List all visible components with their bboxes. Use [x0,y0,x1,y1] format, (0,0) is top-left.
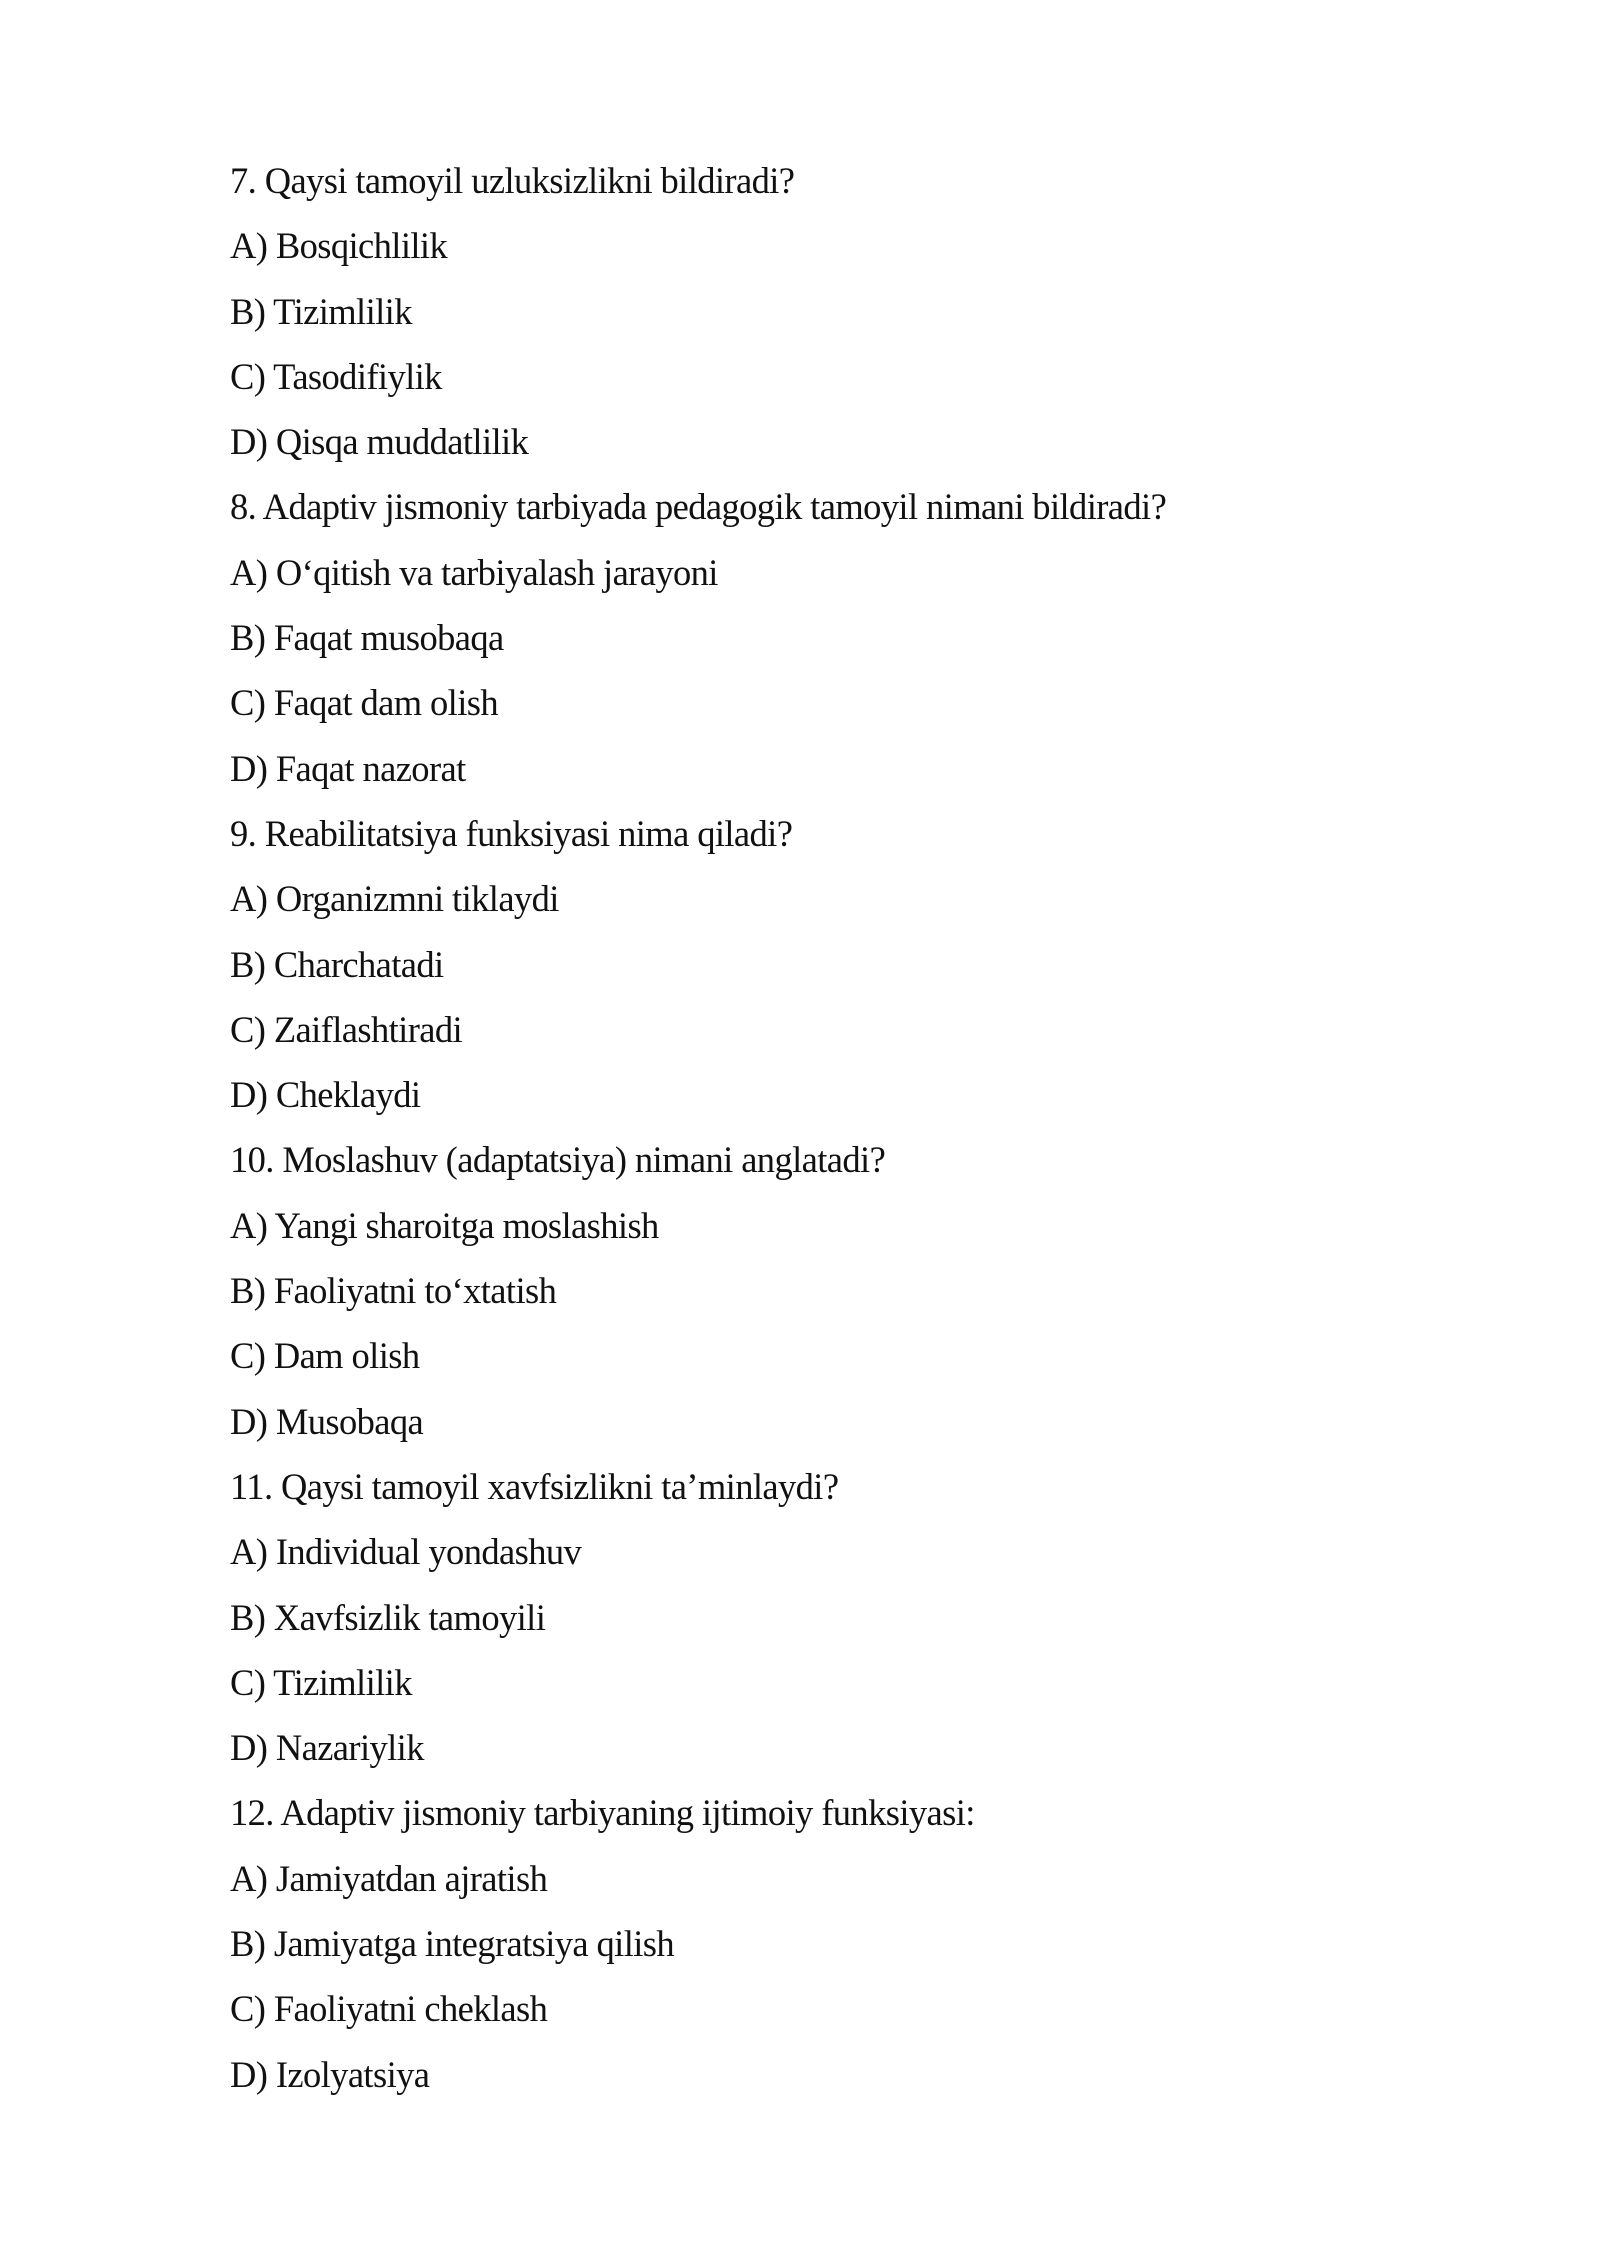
option-8c: C) Faqat dam olish [230,682,498,724]
option-9b: B) Charchatadi [230,943,444,985]
question-10: 10. Moslashuv (adaptatsiya) nimani anglatadi? [230,1139,886,1181]
option-10d: D) Musobaqa [230,1400,424,1442]
option-12d: D) Izolyatsiya [230,2053,430,2095]
option-8a: A) O‘qitish va tarbiyalash jarayoni [230,551,718,593]
option-7b: B) Tizimlilik [230,290,412,332]
option-12b: B) Jamiyatga integratsiya qilish [230,1923,675,1965]
option-12c: C) Faoliyatni cheklash [230,1988,548,2030]
option-8b: B) Faqat musobaqa [230,617,504,659]
option-11c: C) Tizimlilik [230,1661,412,1703]
question-8: 8. Adaptiv jismoniy tarbiyada pedagogik tamoyil nimani bildiradi? [230,486,1167,528]
option-9c: C) Zaiflashtiradi [230,1008,463,1050]
question-9: 9. Reabilitatsiya funksiyasi nima qiladi? [230,812,793,854]
question-11: 11. Qaysi tamoyil xavfsizlikni ta’minlaydi? [230,1465,839,1507]
option-11b: B) Xavfsizlik tamoyili [230,1596,546,1638]
option-10b: B) Faoliyatni to‘xtatish [230,1270,557,1312]
option-9d: D) Cheklaydi [230,1074,421,1116]
question-12: 12. Adaptiv jismoniy tarbiyaning ijtimoiy funksiyasi: [230,1792,975,1834]
option-7a: A) Bosqichlilik [230,225,448,267]
question-list [230,148,1430,2107]
option-11a: A) Individual yondashuv [230,1531,582,1573]
option-11d: D) Nazariylik [230,1727,424,1769]
option-7c: C) Tasodifiylik [230,355,442,397]
option-10c: C) Dam olish [230,1335,420,1377]
option-12a: A) Jamiyatdan ajratish [230,1857,548,1899]
option-7d: D) Qisqa muddatlilik [230,421,529,463]
option-8d: D) Faqat nazorat [230,747,466,789]
option-10a: A) Yangi sharoitga moslashish [230,1204,659,1246]
question-7: 7. Qaysi tamoyil uzluksizlikni bildiradi? [230,160,795,201]
option-9a: A) Organizmni tiklaydi [230,878,559,920]
